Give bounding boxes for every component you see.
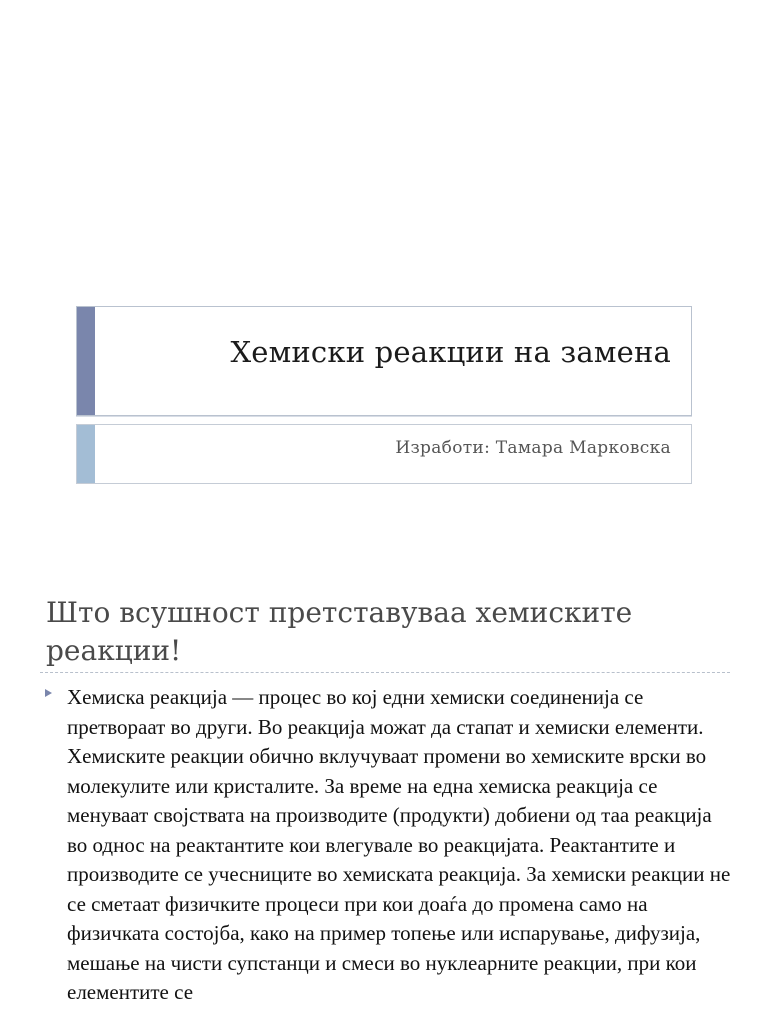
title-box [76,306,692,416]
heading-divider [40,672,730,673]
slide-subtitle: Изработи: Тамара Марковска [395,438,671,458]
subtitle-box [76,424,692,484]
slide-2 [0,576,768,1024]
title-accent-bar [77,307,95,415]
slide-heading: Што всушност претставуваа хемиските реакции! [46,596,633,667]
bullet-paragraph: Хемиска реакција — процес во кој едни хемиски соединенија се претвораат во други. Во реакција можат да стапат и хемиски елементи. Хемиските реакции обично вклучуваат промени во хемиските врски во молекулите или кристалите. За време на една хемиска реакција се менуваат својствата на производите (продукти) добиени од таа реакција во однос на реактантите кои влегувале во реакцијата. Реактантите и производите се учесниците во хемиската реакција. За хемиски реакции не се сметаат физичките процеси при кои доаѓа до промена само на физичката состојба, како на пример топење или испарување, дифузија, мешање на чисти супстанци и смеси во нуклеарните реакции, при кои елементите се [67,685,731,1004]
slide-title: Хемиски реакции на замена [230,335,671,369]
subtitle-accent-bar [77,425,95,483]
triangle-bullet-icon [45,689,52,697]
